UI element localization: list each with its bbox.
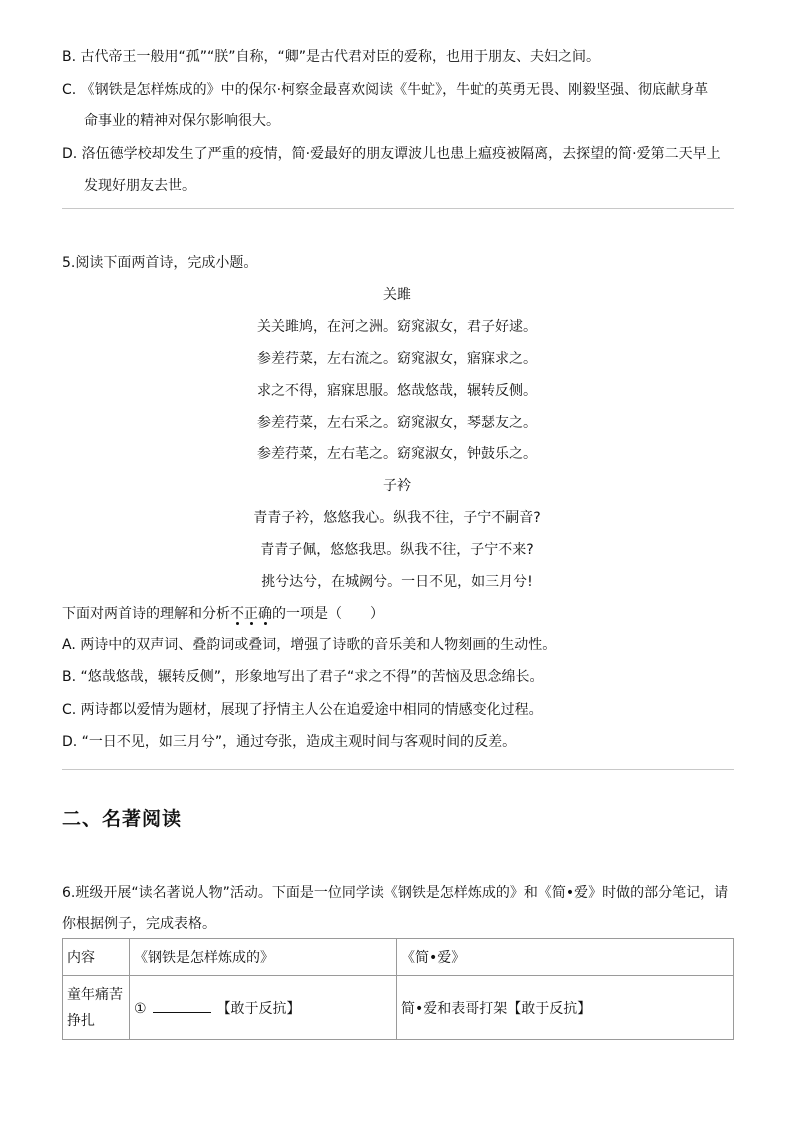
q5-option-a: A. 两诗中的双声词、叠韵词或叠词，增强了诗歌的音乐美和人物刻画的生动性。	[62, 637, 557, 653]
row-label-line: 挣扎	[67, 1012, 95, 1029]
q4-option-d-line1: D. 洛伍德学校却发生了严重的疫情，简·爱最好的朋友谭波儿也患上瘟疫被隔离，去探望的简·爱第二天早上	[62, 146, 721, 162]
poem-line: 参差荇菜，左右采之。窈窕淑女，琴瑟友之。	[257, 415, 537, 431]
q5-option-d: D. “一日不见，如三月兮”，通过夸张，造成主观时间与客观时间的反差。	[62, 734, 517, 750]
answer-blank[interactable]	[153, 1000, 211, 1013]
divider	[62, 208, 734, 209]
table-header-cell: 内容	[63, 939, 130, 976]
poem-line: 求之不得，寤寐思服。悠哉悠哉，辗转反侧。	[257, 383, 537, 399]
section-heading: 二、名著阅读	[62, 808, 183, 830]
row-label-line: 童年痛苦	[67, 986, 123, 1003]
poem-title-zijin: 子衿	[383, 478, 411, 494]
emphasis-dot	[264, 622, 267, 625]
table-row	[63, 976, 734, 1040]
example-cell: 简•爱和表哥打架【敢于反抗】	[397, 976, 734, 1040]
poem-line: 参差荇菜，左右流之。窈窕淑女，寤寐求之。	[257, 351, 537, 367]
notes-table	[62, 938, 734, 1040]
q5-option-b: B. “悠哉悠哉，辗转反侧”，形象地写出了君子“求之不得”的苦恼及思念绵长。	[62, 669, 544, 685]
q4-option-c-line2: 命事业的精神对保尔影响很大。	[84, 113, 280, 129]
blank-number: ①	[134, 1000, 147, 1017]
poem-title-guanju: 关雎	[383, 287, 411, 303]
row-label-cell	[63, 976, 130, 1040]
table-header-cell: 《钢铁是怎样炼成的》	[130, 939, 397, 976]
poem-line: 参差荇菜，左右芼之。窈窕淑女，钟鼓乐之。	[257, 446, 537, 462]
poem-line: 青青子衿，悠悠我心。纵我不往，子宁不嗣音?	[253, 510, 541, 526]
answer-cell	[130, 976, 397, 1040]
table-header-cell: 《简•爱》	[397, 939, 734, 976]
q6-prompt-line1: 6.班级开展“读名著说人物”活动。下面是一位同学读《钢铁是怎样炼成的》和《简•爱》时做的部分笔记，请	[62, 885, 729, 901]
emphasis-dot	[250, 622, 253, 625]
poem-line: 关关雎鸠，在河之洲。窈窕淑女，君子好逑。	[257, 319, 537, 335]
divider	[62, 769, 734, 770]
q5-option-c: C. 两诗都以爱情为题材，展现了抒情主人公在追爱途中相同的情感变化过程。	[62, 702, 543, 718]
answer-tag: 【敢于反抗】	[216, 1000, 301, 1017]
q4-option-b: B. 古代帝王一般用“孤”“朕”自称，“卿”是古代君对臣的爱称，也用于朋友、夫妇之间。	[62, 49, 601, 65]
q5-prompt: 5.阅读下面两首诗，完成小题。	[62, 255, 258, 271]
q4-option-d-line2: 发现好朋友去世。	[84, 178, 196, 194]
table-header-row	[63, 939, 734, 976]
emphasis-dot	[236, 622, 239, 625]
q6-prompt-line2: 你根据例子，完成表格。	[62, 916, 216, 932]
q5-question: 下面对两首诗的理解和分析不正确的一项是（ ）	[62, 606, 384, 622]
poem-line: 挑兮达兮，在城阙兮。一日不见，如三月兮!	[261, 574, 533, 590]
q4-option-c-line1: C. 《钢铁是怎样炼成的》中的保尔·柯察金最喜欢阅读《牛虻》，牛虻的英勇无畏、刚毅坚强、彻底献身革	[62, 82, 709, 98]
poem-line: 青青子佩，悠悠我思。纵我不往，子宁不来?	[260, 542, 534, 558]
